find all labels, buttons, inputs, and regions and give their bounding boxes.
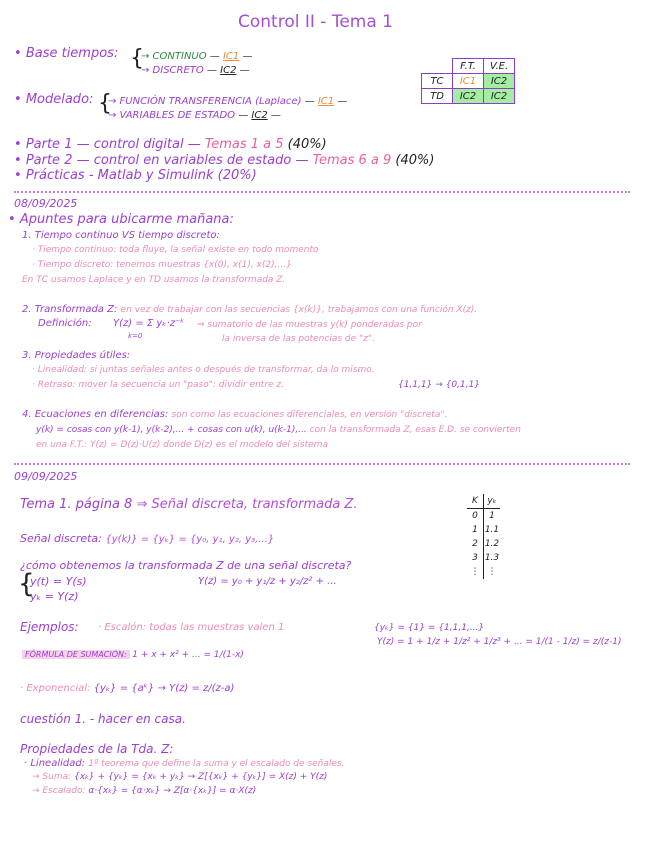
item3-example: {1,1,1} → {0,1,1} [398,380,480,390]
yk-cell: ⋮ [487,567,497,577]
escalado-line: → Escalado: α·{xₖ} = {α·xₖ} → Z[α·{xₖ}] = α·X(z) [32,786,257,796]
item1-b: · Tiempo discreto: tenemos muestras {x(0), x(1), x(2),...} [32,260,292,270]
item1-title: 1. Tiempo continuo VS tiempo discreto: [22,230,220,241]
item3-b: · Retraso: mover la secuencia un "paso": dividir entre z. [32,380,284,390]
parte1-line: • Parte 1 — control digital — Temas 1 a 5 (40%) [14,137,327,152]
propiedades-heading: Propiedades de la Tda. Z: [20,742,174,756]
question-line: ¿cómo obtenemos la transformada Z de una señal discreta? [20,559,352,572]
divider-2 [14,463,630,465]
parte2-line: • Parte 2 — control en variables de estado — Temas 6 a 9 (40%) [14,153,435,168]
discreto-line: → DISCRETO — IC2 — [141,65,250,76]
tc-label: TC [422,74,453,89]
escalon-result-1: {yₖ} = {1} = {1,1,1,...} [374,623,485,633]
item4-line: 4. Ecuaciones en diferencias: son como las ecuaciones diferenciales, en versión "discreta". [22,409,448,420]
continuo-line: → CONTINUO — IC1 — [141,51,253,62]
variables-line: → VARIABLES DE ESTADO — IC2 — [108,110,281,121]
funcion-line: → FUNCIÓN TRANSFERENCIA (Laplace) — IC1 — [108,96,348,107]
senal-line: Señal discreta: {y(k)} = {yₖ} = {y₀, y₁, y₂, y₃,...} [20,532,275,545]
item3-a: · Linealidad: si juntas señales antes o después de transformar, da lo mismo. [32,365,375,375]
date-2: 09/09/2025 [14,470,78,483]
Yz-series: Y(z) = y₀ + y₁/z + y₂/z² + ... [198,576,337,587]
td-ve-cell: IC2 [484,89,515,104]
item1-c: En TC usamos Laplace y en TD usamos la transformada Z. [22,275,286,285]
practicas-line: • Prácticas - Matlab y Simulink (20%) [14,168,257,183]
yk-header: yₖ [484,494,501,509]
sys-1: y(t) = Y(s) [30,575,87,588]
item2-arrow2: la inversa de las potencias de "z". [222,334,375,344]
ejemplos-label: Ejemplos: [20,620,79,634]
k-cell: 3 [467,551,484,565]
cuestion-line: cuestión 1. - hacer en casa. [20,712,186,726]
date-1: 08/09/2025 [14,197,78,210]
escalon-result-2: Y(z) = 1 + 1/z + 1/z² + 1/z³ + ... = 1/(1 - 1/z) = z/(z-1) [377,637,622,647]
ft-ve-table [421,58,515,104]
ft-header: F.T. [453,59,484,74]
td-label: TD [422,89,453,104]
tema-line: Tema 1. página 8 ⇒ Señal discreta, transformada Z. [20,497,358,512]
k-cell: 1 [467,523,484,537]
yk-cell: 1.3 [484,553,500,563]
item2-arrow: ⇒ sumatorio de las muestras y(k) ponderadas por [197,320,422,330]
page-title: Control II - Tema 1 [238,12,393,32]
brace-base: { [130,46,144,71]
td-ft-cell: IC2 [453,89,484,104]
brace-sys: { [18,569,35,599]
k-cell: 2 [467,537,484,551]
escalon-text: · Escalón: todas las muestras valen 1 [98,622,285,633]
item3-title: 3. Propiedades útiles: [22,350,131,361]
item2-formula-index: k=0 [128,332,143,340]
k-yk-table [467,494,500,579]
linealidad-line: · Linealidad: 1º teorema que define la suma y el escalado de señales. [24,758,345,769]
item4-c: en una F.T.: Y(z) = D(z)·U(z) donde D(z) es el modelo del sistema [36,440,328,450]
divider-1 [14,191,630,193]
yk-cell: 1 [489,511,495,521]
k-header: K [467,494,484,509]
formula-sumacion: FÓRMULA DE SUMACIÓN: 1 + x + x² + ... = 1/(1-x) [22,650,244,660]
modelado-label: • Modelado: [14,92,94,107]
apuntes-heading: • Apuntes para ubicarme mañana: [8,212,234,227]
yk-cell: 1.2 [484,539,500,549]
item2-formula: Y(z) = Σ yₖ·z⁻ᵏ [113,318,185,329]
tc-ve-cell: IC2 [484,74,515,89]
item4-b: y(k) = cosas con y(k-1), y(k-2),... + cosas con u(k), u(k-1),... con la transformada Z, esas E.D. se convierten [36,425,521,435]
base-tiempos-label: • Base tiempos: [14,46,119,61]
sys-2: yₖ = Y(z) [30,590,79,603]
item2-def: Definición: [38,318,92,329]
suma-line: → Suma: {xₖ} + {yₖ} = {xₖ + yₖ} → Z[{xₖ} + {yₖ}] = X(z) + Y(z) [32,772,328,782]
ve-header: V.E. [484,59,515,74]
item1-a: · Tiempo continuo: toda fluye, la señal existe en todo momento [32,245,319,255]
k-cell: 0 [467,509,484,524]
item2-line: 2. Transformada Z: en vez de trabajar con las secuencias {x(k)}, trabajamos con una función X(z). [22,304,478,315]
yk-cell: 1.1 [484,525,500,535]
k-cell: ⋮ [467,565,484,579]
tc-ft-cell: IC1 [453,74,484,89]
exponencial-line: · Exponencial: {yₖ} = {aᵏ} → Y(z) = z/(z-a) [20,683,235,694]
brace-modelado: { [98,91,112,116]
